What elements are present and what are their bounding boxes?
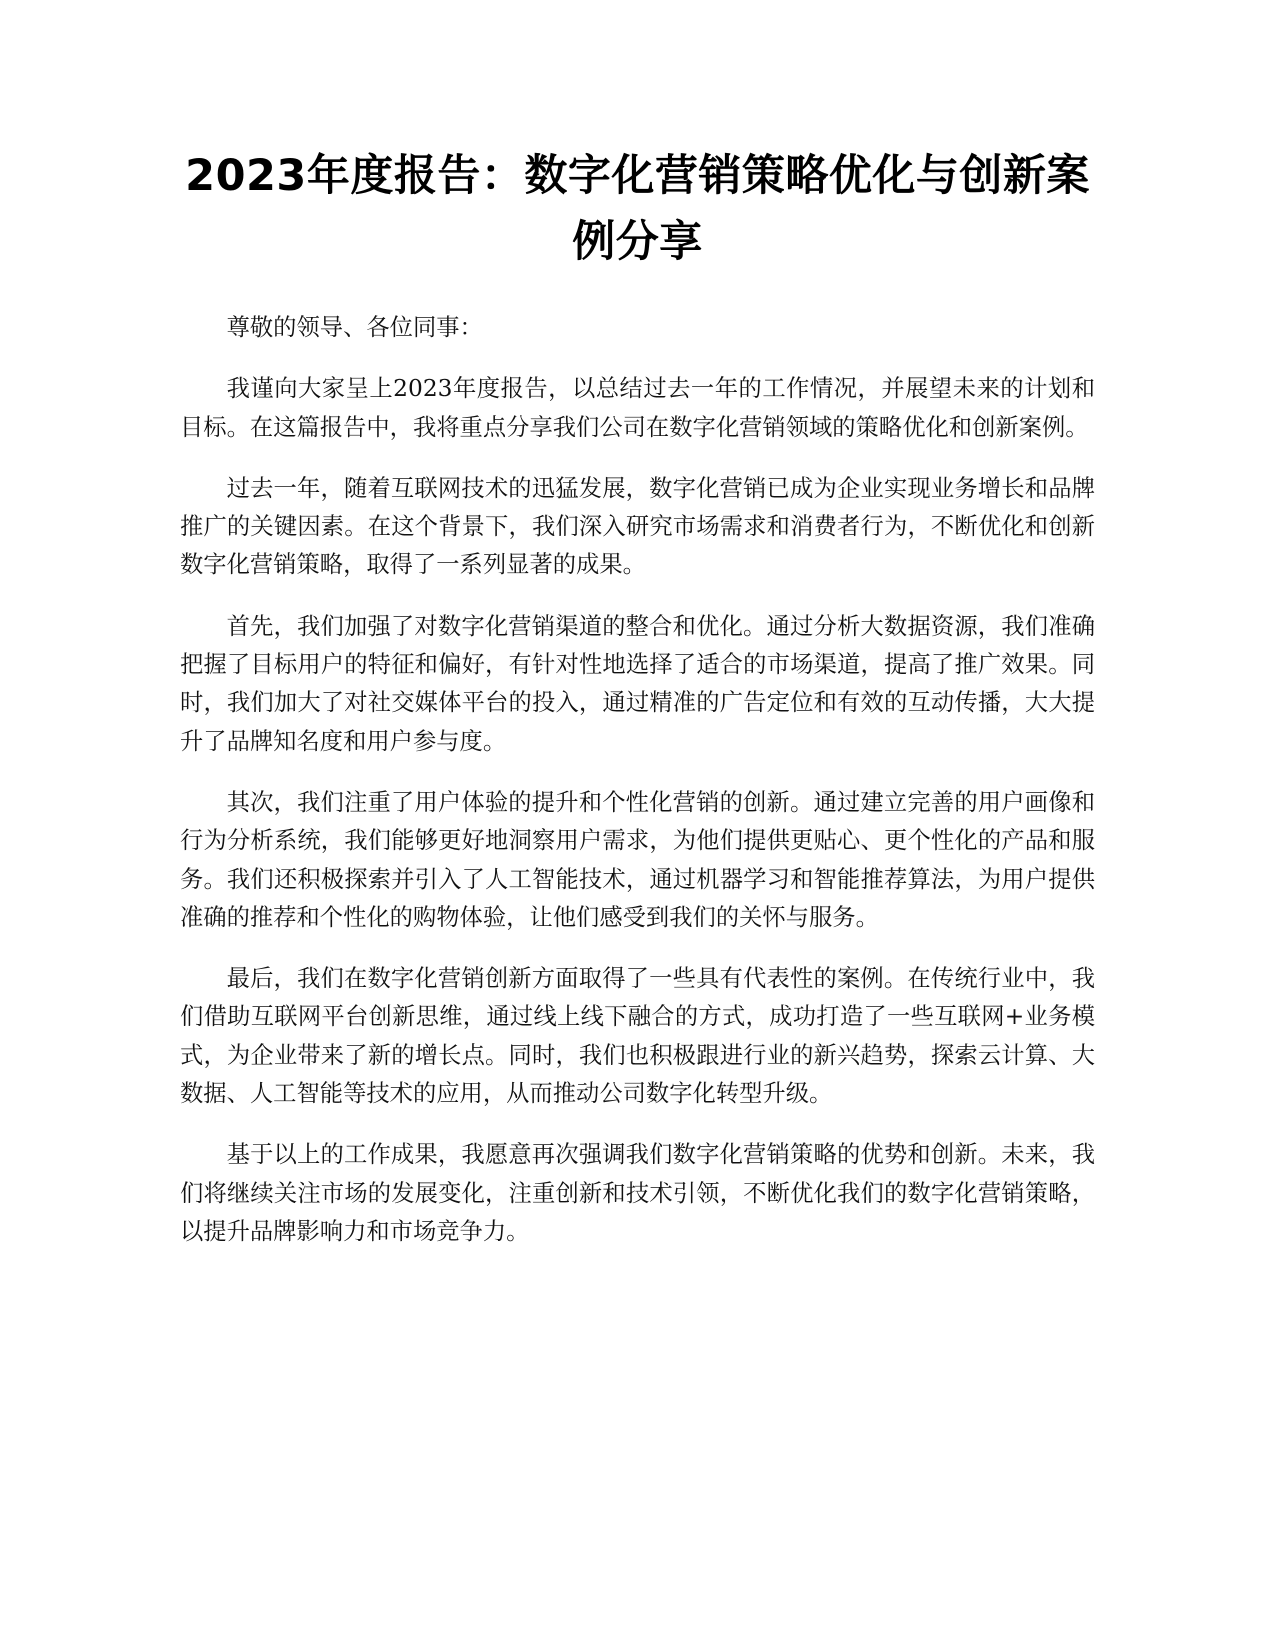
paragraph: 基于以上的工作成果，我愿意再次强调我们数字化营销策略的优势和创新。未来，我们将继续关注市场的发展变化，注重创新和技术引领，不断优化我们的数字化营销策略，以提升品牌影响力和市场竞争力。 [180,1141,1095,1245]
paragraph: 其次，我们注重了用户体验的提升和个性化营销的创新。通过建立完善的用户画像和行为分析系统，我们能够更好地洞察用户需求，为他们提供更贴心、更个性化的产品和服务。我们还积极探索并引入了人工智能技术，通过机器学习和智能推荐算法，为用户提供准确的推荐和个性化的购物体验，让他们感受到我们的关怀与服务。 [180,788,1095,931]
document-title: 2023年度报告：数字化营销策略优化与创新案例分享 [185,151,1090,267]
paragraph-salutation: 尊敬的领导、各位同事： [226,314,483,341]
paragraph: 首先，我们加强了对数字化营销渠道的整合和优化。通过分析大数据资源，我们准确把握了目标用户的特征和偏好，有针对性地选择了适合的市场渠道，提高了推广效果。同时，我们加大了对社交媒体平台的投入，通过精准的广告定位和有效的互动传播，大大提升了品牌知名度和用户参与度。 [180,612,1095,755]
paragraph: 过去一年，随着互联网技术的迅猛发展，数字化营销已成为企业实现业务增长和品牌推广的关键因素。在这个背景下，我们深入研究市场需求和消费者行为，不断优化和创新数字化营销策略，取得了一系列显著的成果。 [180,474,1095,579]
paragraph: 最后，我们在数字化营销创新方面取得了一些具有代表性的案例。在传统行业中，我们借助互联网平台创新思维，通过线上线下融合的方式，成功打造了一些互联网+业务模式，为企业带来了新的增长点。同时，我们也积极跟进行业的新兴趋势，探索云计算、大数据、人工智能等技术的应用，从而推动公司数字化转型升级。 [180,965,1095,1108]
document-body [180,309,1095,1274]
paragraph: 我谨向大家呈上2023年度报告，以总结过去一年的工作情况，并展望未来的计划和目标。在这篇报告中，我将重点分享我们公司在数字化营销领域的策略优化和创新案例。 [180,375,1095,441]
